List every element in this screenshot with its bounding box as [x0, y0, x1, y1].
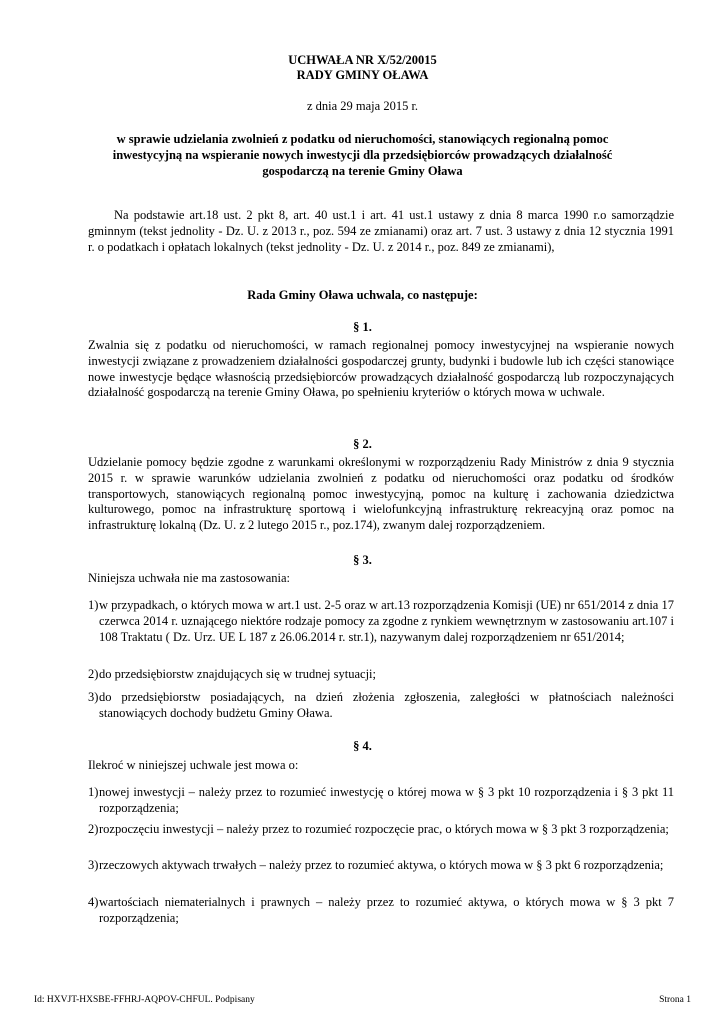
- resolves-heading: Rada Gminy Oława uchwala, co następuje:: [247, 288, 478, 302]
- list-item-text: do przedsiębiorstw znajdujących się w trudnej sytuacji;: [99, 667, 377, 681]
- list-item-number: 1): [88, 785, 99, 799]
- section-1-heading: § 1.: [353, 320, 372, 334]
- document-id: Id: HXVJT-HXSBE-FFHRJ-AQPOV-CHFUL. Podpisany: [34, 995, 255, 1005]
- resolution-date: z dnia 29 maja 2015 r.: [306, 99, 419, 113]
- list-item-number: 2): [88, 667, 99, 681]
- list-item: [88, 785, 674, 817]
- council-name: RADY GMINY OŁAWA: [296, 68, 429, 82]
- list-item-text: rozpoczęciu inwestycji – należy przez to rozumieć rozpoczęcie prac, o których mowa w § 3 pkt 3 rozporządzenia;: [99, 822, 669, 836]
- list-item-text: wartościach niematerialnych i prawnych – należy przez to rozumieć aktywa, o których mowa w § 3 pkt 7 rozporządzenia;: [99, 895, 674, 925]
- list-item-number: 1): [88, 598, 99, 612]
- section-1-text: Zwalnia się z podatku od nieruchomości, w ramach regionalnej pomocy inwestycyjnej na wspieranie nowych inwestycji związane z prowadzeniem działalności gospodarczej grunty, budynki i budowle lub ich części stanowiące nowe inwestycje będące własnością przedsiębiorców prowadzących działalność gospodarczą lub rozpoczynających działalność gospodarczą na terenie Gminy Oława, po spełnieniu kryteriów o których mowa w uchwale.: [88, 338, 674, 400]
- list-item: [88, 895, 674, 927]
- list-item: [88, 667, 674, 683]
- list-item-text: w przypadkach, o których mowa w art.1 ust. 2-5 oraz w art.13 rozporządzenia Komisji (UE) nr 651/2014 z dnia 17 czerwca 2014 r. uznającego niektóre rodzaje pomocy za zgodne z rynkiem wewnętrznym w zastosowaniu art.107 i 108 Traktatu ( Dz. Urz. UE L 187 z 26.06.2014 r. str.1), nazywanym dalej rozporządzeniem nr 651/2014;: [99, 598, 674, 644]
- list-item-number: 2): [88, 822, 99, 836]
- section-3-intro: Niniejsza uchwała nie ma zastosowania:: [88, 571, 291, 585]
- preamble: Na podstawie art.18 ust. 2 pkt 8, art. 40 ust.1 i art. 41 ust.1 ustawy z dnia 8 marca 1990 r.o samorządzie gminnym (tekst jednolity - Dz. U. z 2013 r., poz. 594 ze zmianami) oraz art. 7 ust. 3 ustawy z dnia 12 stycznia 1991 r. o podatkach i opłatach lokalnych (tekst jednolity - Dz. U. z 2014 r., poz. 849 ze zmianami),: [88, 208, 674, 254]
- section-4-heading: § 4.: [353, 739, 372, 753]
- list-item-number: 3): [88, 858, 99, 872]
- list-item: [88, 690, 674, 722]
- resolution-number: UCHWAŁA NR X/52/20015: [288, 53, 437, 67]
- section-2-text: Udzielanie pomocy będzie zgodne z warunkami określonymi w rozporządzeniu Rady Ministrów z dnia 9 stycznia 2015 r. w sprawie warunków udzielania zwolnień z podatku od nieruchomości oraz podatku od środków transportowych, stanowiących regionalną pomoc inwestycyjną, pomoc na kulturę i zachowania dziedzictwa kulturowego, pomoc na infrastrukturę sportową i wielofunkcyjną infrastrukturę rekreacyjną oraz pomoc na infrastrukturę lokalną (Dz. U. z 2 lutego 2015 r., poz.174), zwanym dalej rozporządzeniem.: [88, 455, 674, 533]
- resolution-subject: w sprawie udzielania zwolnień z podatku od nieruchomości, stanowiących regionalną pomoc inwestycyjną na wspieranie nowych inwestycji dla przedsiębiorców prowadzących działalność gospodarczą na terenie Gminy Oława: [112, 132, 613, 178]
- list-item-text: nowej inwestycji – należy przez to rozumieć inwestycję o której mowa w § 3 pkt 10 rozporządzenia i § 3 pkt 11 rozporządzenia;: [99, 785, 674, 815]
- list-item-number: 4): [88, 895, 99, 909]
- list-item: [88, 598, 674, 645]
- list-item: [88, 822, 674, 838]
- list-item-text: rzeczowych aktywach trwałych – należy przez to rozumieć aktywa, o których mowa w § 3 pkt 6 rozporządzenia;: [99, 858, 664, 872]
- page-number: Strona 1: [659, 995, 691, 1005]
- list-item: [88, 858, 674, 874]
- section-2-heading: § 2.: [353, 437, 372, 451]
- section-3-heading: § 3.: [353, 553, 372, 567]
- list-item-text: do przedsiębiorstw posiadających, na dzień złożenia zgłoszenia, zaległości w płatnościach należności stanowiących dochody budżetu Gminy Oława.: [99, 690, 674, 720]
- section-4-intro: Ilekroć w niniejszej uchwale jest mowa o:: [88, 758, 299, 772]
- list-item-number: 3): [88, 690, 99, 704]
